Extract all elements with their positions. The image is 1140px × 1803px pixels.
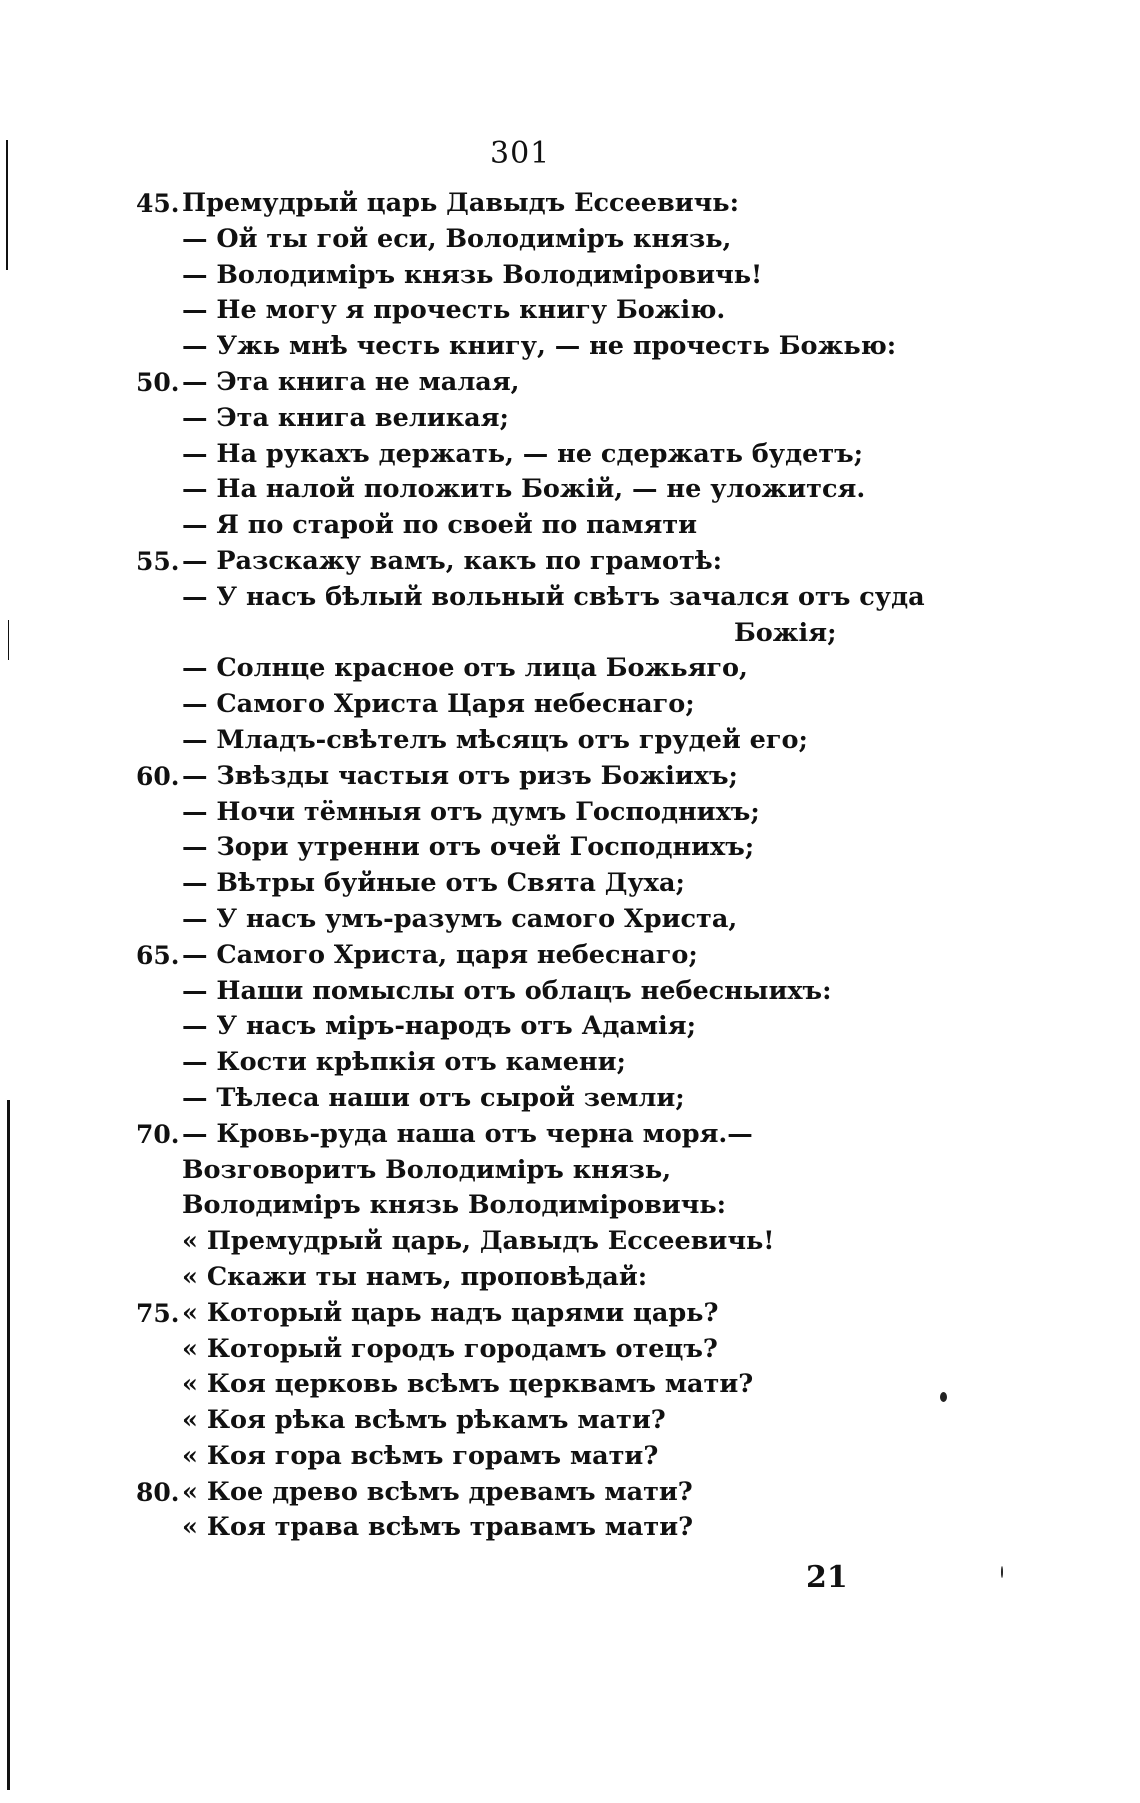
- line-text: — Володимiръ князь Володимiровичь!: [182, 259, 763, 290]
- verse-line: [0, 580, 1140, 616]
- verse-line: [0, 795, 1140, 831]
- verse-line: [0, 1475, 1140, 1511]
- line-text: « Коя церковь всѣмъ церквамъ мати?: [182, 1369, 754, 1400]
- line-text: — У насъ бѣлый вольный свѣтъ зачался отъ суда: [182, 581, 925, 612]
- line-text: — Младъ-свѣтелъ мѣсяцъ отъ грудей его;: [182, 724, 808, 755]
- signature-mark: 21: [806, 1560, 848, 1595]
- line-number: 75.: [136, 1298, 180, 1328]
- verse-line: [0, 651, 1140, 687]
- verse-line: [0, 258, 1140, 294]
- line-text: — Тѣлеса наши отъ сырой земли;: [182, 1082, 685, 1113]
- line-text: — Самого Христа Царя небеснаго;: [182, 689, 695, 720]
- verse-line: [0, 616, 1140, 652]
- verse-line: [0, 472, 1140, 508]
- line-text: — У насъ умъ-разумъ самого Христа,: [182, 903, 738, 934]
- verse-line: [0, 186, 1140, 222]
- verse-line: [0, 830, 1140, 866]
- line-text: — Ночи тёмныя отъ думъ Господнихъ;: [182, 796, 760, 827]
- line-text: Премудрый царь Давыдъ Ессеевичь:: [182, 188, 740, 218]
- line-text: — Я по старой по своей по памяти: [182, 510, 698, 541]
- ink-speck: [1001, 1566, 1003, 1578]
- verse-text: [0, 186, 1140, 1546]
- line-text: — Не могу я прочесть книгу Божiю.: [182, 295, 726, 326]
- verse-line: [0, 1224, 1140, 1260]
- line-text: « Коя рѣка всѣмъ рѣкамъ мати?: [182, 1405, 666, 1436]
- line-text: « Коя трава всѣмъ травамъ мати?: [182, 1512, 694, 1543]
- verse-line: [0, 759, 1140, 795]
- verse-line: [0, 1153, 1140, 1189]
- line-text: « Который городъ городамъ отецъ?: [182, 1333, 718, 1364]
- verse-line: [0, 293, 1140, 329]
- line-number: 50.: [136, 367, 180, 397]
- line-text: — Ужь мнѣ честь книгу, — не прочесть Божью:: [182, 331, 897, 362]
- verse-line: [0, 1117, 1140, 1153]
- verse-line: [0, 1009, 1140, 1045]
- verse-line: [0, 544, 1140, 580]
- line-number: 65.: [136, 940, 180, 970]
- line-text: « Который царь надъ царями царь?: [182, 1297, 719, 1328]
- line-number: 80.: [136, 1477, 180, 1507]
- line-text: — У насъ мiръ-народъ отъ Адамiя;: [182, 1011, 696, 1042]
- line-text: — Разскажу вамъ, какъ по грамотѣ:: [182, 545, 723, 576]
- line-number: 60.: [136, 761, 180, 791]
- verse-line: [0, 329, 1140, 365]
- line-text: — Эта книга великая;: [182, 402, 509, 433]
- line-text: — Наши помыслы отъ облацъ небесныихъ:: [182, 975, 832, 1006]
- line-text: — На налой положить Божiй, — не уложится.: [182, 474, 866, 505]
- line-text: « Скажи ты намъ, проповѣдай:: [182, 1261, 648, 1292]
- line-text: « Коя гора всѣмъ горамъ мати?: [182, 1440, 659, 1471]
- verse-line: [0, 437, 1140, 473]
- page-number: 301: [490, 136, 551, 171]
- line-text: « Кое древо всѣмъ древамъ мати?: [182, 1476, 693, 1507]
- verse-line: [0, 401, 1140, 437]
- verse-line: [0, 508, 1140, 544]
- verse-line: [0, 1510, 1140, 1546]
- verse-line: [0, 1296, 1140, 1332]
- line-number: 55.: [136, 546, 180, 576]
- verse-line: [0, 723, 1140, 759]
- line-text: « Премудрый царь, Давыдъ Ессеевичь!: [182, 1226, 775, 1257]
- verse-line: [0, 974, 1140, 1010]
- verse-line: [0, 687, 1140, 723]
- line-text: — Эта книга не малая,: [182, 366, 520, 397]
- line-text: — Ой ты гой еси, Володимiръ князь,: [182, 223, 732, 254]
- line-number: 45.: [136, 189, 180, 218]
- verse-line: [0, 1367, 1140, 1403]
- verse-line: [0, 365, 1140, 401]
- verse-line: [0, 902, 1140, 938]
- line-text: — Самого Христа, царя небеснаго;: [182, 939, 698, 970]
- line-text: — Кости крѣпкiя отъ камени;: [182, 1047, 626, 1078]
- line-text: — Вѣтры буйные отъ Свята Духа;: [182, 868, 685, 899]
- line-number: 70.: [136, 1119, 180, 1149]
- line-text: Возговоритъ Володимiръ князь,: [182, 1154, 672, 1185]
- verse-line: [0, 1332, 1140, 1368]
- verse-line: [0, 1403, 1140, 1439]
- line-text: — Звѣзды частыя отъ ризъ Божiихъ;: [182, 760, 738, 791]
- verse-line: [0, 1260, 1140, 1296]
- verse-line: [0, 1045, 1140, 1081]
- line-text: — На рукахъ держать, — не сдержать будетъ;: [182, 438, 864, 469]
- verse-line: [0, 938, 1140, 974]
- line-text: — Зори утренни отъ очей Господнихъ;: [182, 832, 755, 863]
- line-text: Володимiръ князь Володимiровичь:: [182, 1190, 727, 1221]
- verse-line: [0, 1081, 1140, 1117]
- verse-line: [0, 1439, 1140, 1475]
- verse-line: [0, 222, 1140, 258]
- line-text: Божiя;: [734, 617, 837, 648]
- line-text: — Солнце красное отъ лица Божьяго,: [182, 653, 748, 684]
- verse-line: [0, 1188, 1140, 1224]
- line-text: — Кровь-руда наша отъ черна моря.—: [182, 1118, 753, 1149]
- verse-line: [0, 866, 1140, 902]
